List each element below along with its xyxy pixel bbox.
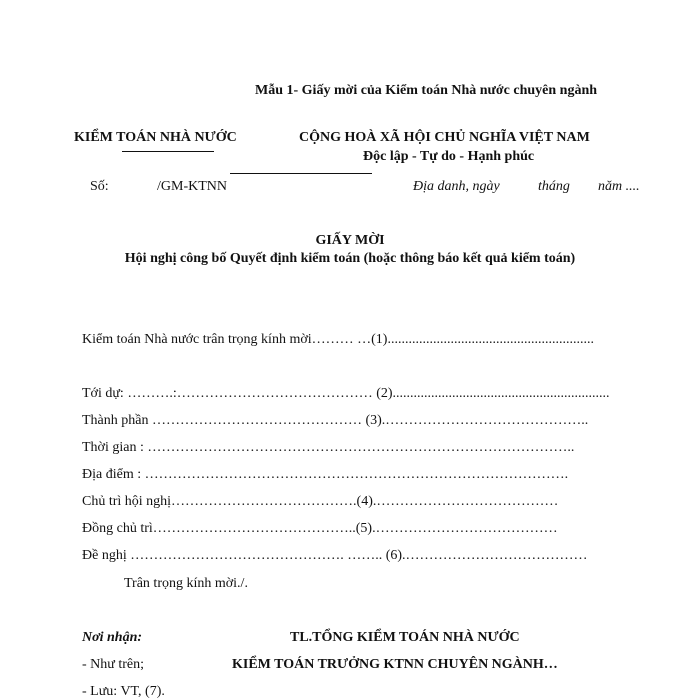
invitation-line: Kiểm toán Nhà nước trân trọng kính mời……… …(1)........................................................... [82, 332, 594, 347]
document-title: GIẤY MỜI [315, 233, 385, 248]
signer-title: TL.TỔNG KIỂM TOÁN NHÀ NƯỚC [290, 630, 520, 645]
motto-underline [230, 173, 372, 174]
place-date: Địa danh, ngày [413, 179, 500, 194]
year-label: năm .... [598, 179, 640, 194]
document-number-code: /GM-KTNN [157, 179, 227, 194]
recipient-item: - Lưu: VT, (7). [82, 684, 165, 699]
document-subtitle: Hội nghị công bố Quyết định kiểm toán (hoặc thông báo kết quả kiểm toán) [124, 251, 576, 266]
field-request: Đề nghị ………………………………………. …….. (6).………………………………… [82, 548, 588, 563]
recipient-item: - Như trên; [82, 657, 145, 672]
document-number-label: Số: [90, 179, 109, 194]
recipients-label: Nơi nhận: [82, 630, 143, 645]
field-co-chair: Đồng chủ trì……………………………………..(5).………………………………… [82, 521, 558, 536]
field-location: Địa điểm : ………………………………………………………………………………. [82, 467, 569, 482]
field-participants: Thành phần ……………………………………… (3).…………………………………….. [82, 413, 589, 428]
agency-name: KIỂM TOÁN NHÀ NƯỚC [74, 130, 237, 145]
signer-subtitle: KIỂM TOÁN TRƯỞNG KTNN CHUYÊN NGÀNH… [232, 657, 558, 672]
nation-name: CỘNG HOÀ XÃ HỘI CHỦ NGHĨA VIỆT NAM [299, 130, 590, 145]
field-chair: Chủ trì hội nghị………………………………….(4).………………………………… [82, 494, 559, 509]
month-label: tháng [538, 179, 570, 194]
field-time: Thời gian : ……………………………………………………………………………….. [82, 440, 575, 455]
form-caption: Mẫu 1- Giấy mời của Kiểm toán Nhà nước chuyên ngành [255, 83, 598, 98]
field-attendees: Tới dự: ……….:…………………………………… (2).............................................................. [82, 386, 610, 401]
agency-underline [122, 151, 214, 152]
motto: Độc lập - Tự do - Hạnh phúc [363, 149, 535, 164]
closing-line: Trân trọng kính mời./. [124, 576, 248, 591]
